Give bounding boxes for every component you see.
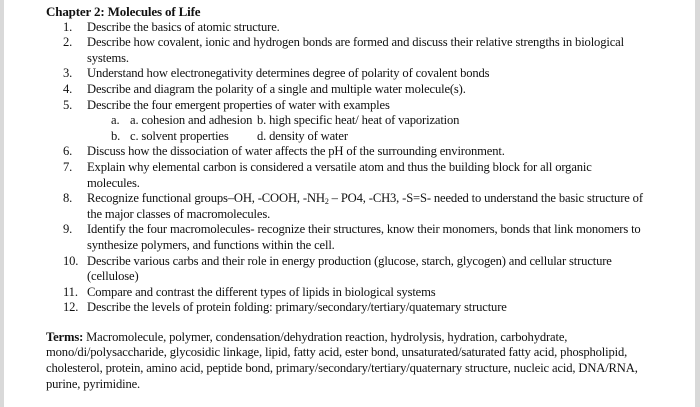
item-text: Compare and contrast the different types of lipids in biological systems xyxy=(87,284,436,299)
water-properties-sublist xyxy=(87,113,646,144)
subscript: 2 xyxy=(324,197,329,207)
chapter-title: Chapter 2: Molecules of Life xyxy=(46,4,201,19)
left-border xyxy=(0,0,4,407)
item-text: Describe the levels of protein folding: primary/secondary/tertiary/quatemary structure xyxy=(87,300,507,315)
item-text: Discuss how the dissociation of water affects the pH of the surrounding environment. xyxy=(87,144,505,159)
document-page xyxy=(46,4,646,392)
objective-item xyxy=(46,98,646,145)
item-number: 8. xyxy=(63,191,73,206)
item-text: Explain why elemental carbon is considered a versatile atom and thus the building block for all organic molecules. xyxy=(87,159,592,190)
terms-paragraph xyxy=(46,330,646,392)
sub-item xyxy=(87,129,646,145)
objective-item xyxy=(46,285,646,301)
objective-item xyxy=(46,20,646,36)
objective-item xyxy=(46,82,646,98)
objective-item xyxy=(46,144,646,160)
objective-item xyxy=(46,254,646,285)
objective-item xyxy=(46,222,646,253)
right-border xyxy=(695,0,700,407)
sub-item-letter: b. xyxy=(111,128,121,143)
objective-item xyxy=(46,66,646,82)
item-text-before: Recognize functional groups–OH, -COOH, -NH xyxy=(87,191,325,206)
item-number: 4. xyxy=(63,81,73,96)
terms-label: Terms: xyxy=(46,329,84,344)
item-number: 5. xyxy=(63,97,73,112)
sub-item-letter: a. xyxy=(111,113,120,128)
objective-item xyxy=(46,191,646,222)
item-text: Describe various carbs and their role in energy production (glucose, starch, glycogen) and cellular structure (cellulose) xyxy=(87,253,612,284)
item-text: Describe how covalent, ionic and hydrogen bonds are formed and discuss their relative strengths in biological systems. xyxy=(87,35,624,65)
item-number: 7. xyxy=(63,159,73,174)
item-text: Describe and diagram the polarity of a single and multiple water molecule(s). xyxy=(87,81,466,96)
item-text: Understand how electronegativity determines degree of polarity of covalent bonds xyxy=(87,66,490,81)
property-cohesion: a. cohesion and adhesion xyxy=(130,113,253,128)
item-text: Identify the four macromolecules- recognize their structures, know their monomers, bonds that link monomers to synthesize polymers, and functions within the cell. xyxy=(87,222,641,252)
terms-text: Macromolecule, polymer, condensation/dehydration reaction, hydrolysis, hydration, carbohydrate, mono/di/polysaccharide, glycosidic linkage, lipid, fatty acid, ester bond, unsaturated/saturated fatty acid, phospholipid, cholesterol, protein, amino acid, peptide bond, primary/secondary/tertiary/quaternary structure, nucleic acid, DNA/RNA, purine, pyrimidine. xyxy=(46,329,638,391)
item-number: 11. xyxy=(63,284,78,299)
objective-item xyxy=(46,160,646,191)
objective-item xyxy=(46,300,646,316)
objectives-list xyxy=(46,20,646,316)
sub-item xyxy=(87,113,646,129)
item-text: Describe the basics of atomic structure. xyxy=(87,19,280,34)
item-text: Describe the four emergent properties of water with examples xyxy=(87,97,390,112)
item-number: 10. xyxy=(63,253,79,268)
property-specific-heat: b. high specific heat/ heat of vaporization xyxy=(257,113,460,128)
item-number: 3. xyxy=(63,66,73,81)
item-number: 9. xyxy=(63,222,73,237)
objective-item xyxy=(46,35,646,66)
property-solvent: c. solvent properties xyxy=(130,128,229,143)
item-number: 2. xyxy=(63,35,73,50)
property-density: d. density of water xyxy=(257,128,348,143)
item-number: 1. xyxy=(63,19,73,34)
item-number: 6. xyxy=(63,144,73,159)
item-text-after: – PO4, -CH3, -S=S- needed to understand the basic structure of the major classes of macromolecules. xyxy=(87,191,643,221)
item-number: 12. xyxy=(63,300,79,315)
